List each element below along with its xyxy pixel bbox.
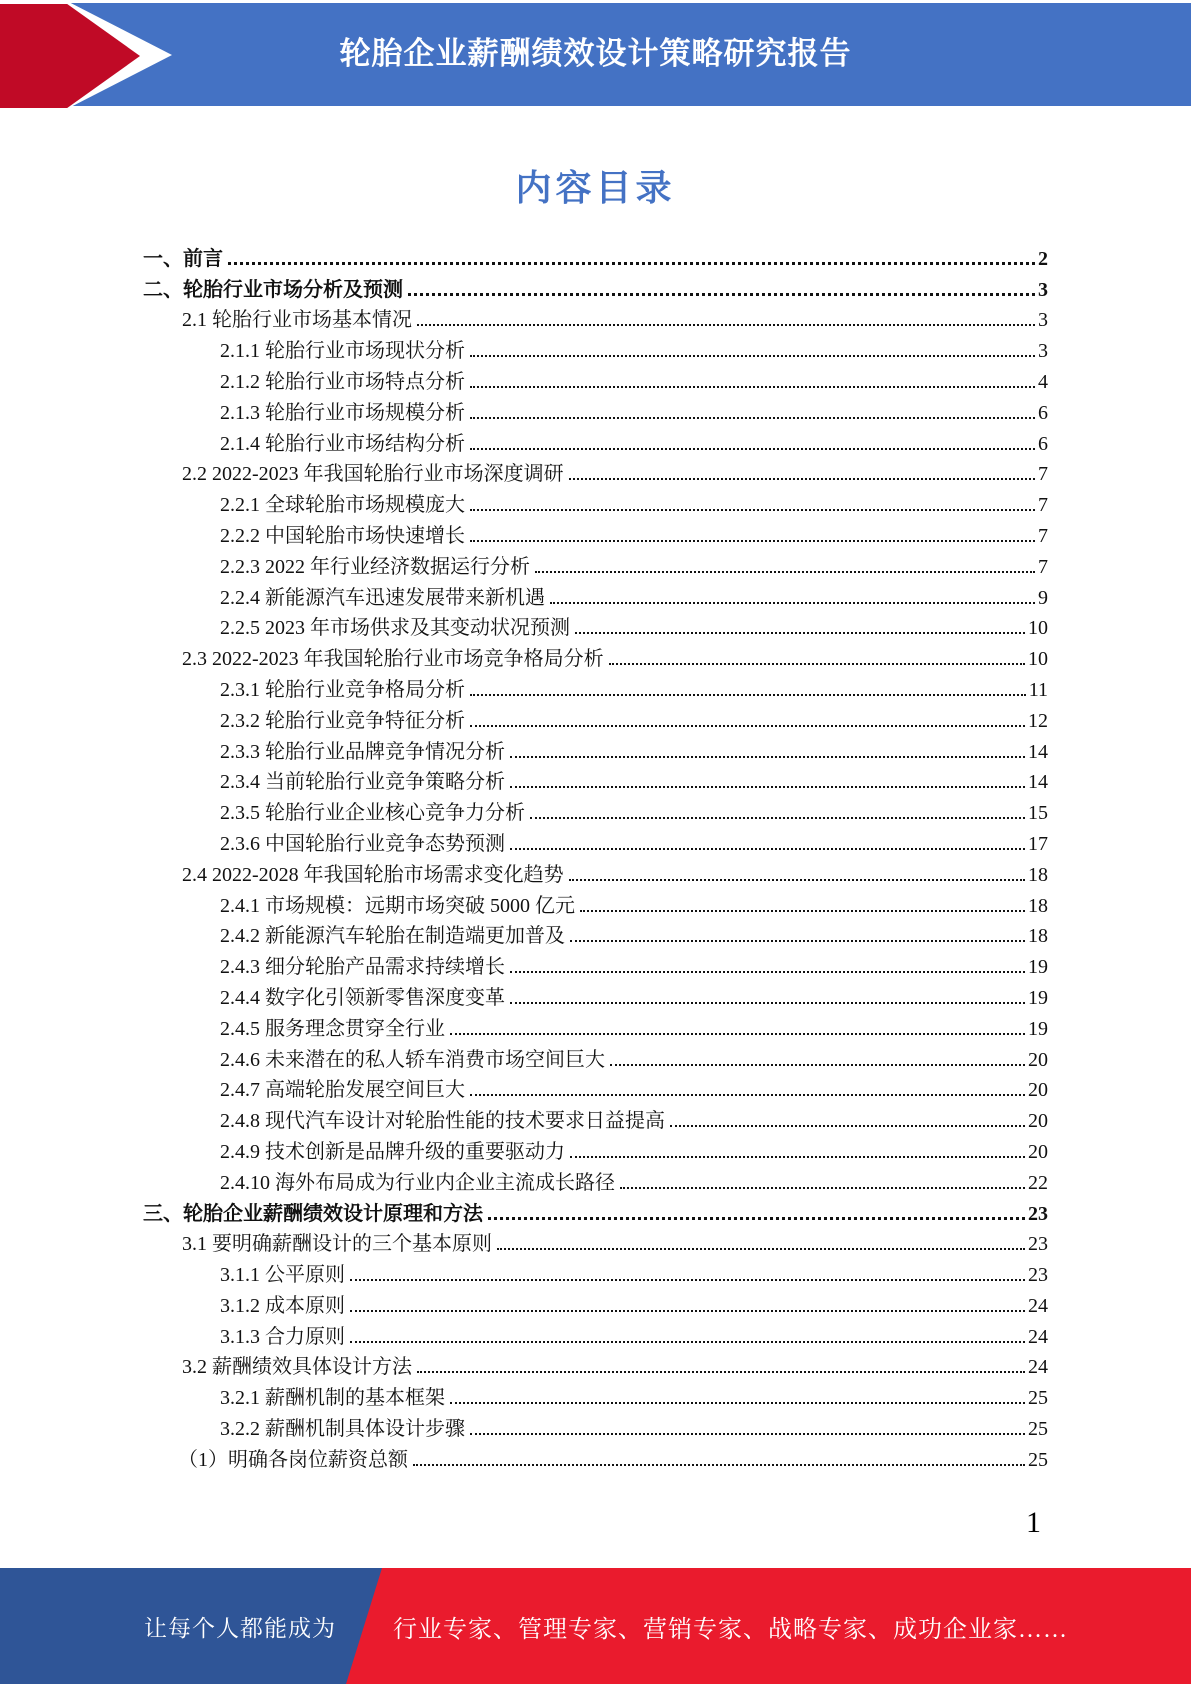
toc-leader-dots — [228, 262, 1035, 265]
toc-entry-label: 2.2.1 全球轮胎市场规模庞大 — [220, 494, 465, 517]
toc-entry-label: 2.2.2 中国轮胎市场快速增长 — [220, 524, 465, 547]
toc-entry-page: 17 — [1028, 832, 1048, 855]
toc-leader-dots — [470, 417, 1035, 419]
toc-leader-dots — [470, 1094, 1025, 1096]
toc-entry[interactable] — [143, 334, 1048, 365]
toc-entry-page: 10 — [1028, 648, 1048, 671]
toc-leader-dots — [470, 448, 1035, 450]
toc-entry-label: 2.1.3 轮胎行业市场规模分析 — [220, 401, 465, 424]
toc-entry[interactable] — [143, 1258, 1048, 1289]
toc-entry-page: 19 — [1028, 986, 1048, 1009]
toc-entry-page: 18 — [1028, 863, 1048, 886]
toc-entry-label: 2.3.6 中国轮胎行业竞争态势预测 — [220, 832, 505, 855]
toc-entry-page: 20 — [1028, 1079, 1048, 1102]
toc-entry[interactable] — [143, 858, 1048, 889]
toc-entry[interactable] — [143, 365, 1048, 396]
toc-entry[interactable] — [143, 1289, 1048, 1320]
toc-entry[interactable] — [143, 1228, 1048, 1259]
toc-entry-label: 三、轮胎企业薪酬绩效设计原理和方法 — [143, 1202, 483, 1225]
toc-entry[interactable] — [143, 889, 1048, 920]
toc-entry-label: 2.4.5 服务理念贯穿全行业 — [220, 1017, 445, 1040]
toc-leader-dots — [535, 571, 1035, 573]
toc-entry[interactable] — [143, 1135, 1048, 1166]
toc-entry[interactable] — [143, 396, 1048, 427]
toc-leader-dots — [408, 293, 1035, 296]
toc-entry-page: 3 — [1038, 309, 1048, 332]
toc-leader-dots — [470, 509, 1035, 511]
toc-entry-label: 2.3.4 当前轮胎行业竞争策略分析 — [220, 771, 505, 794]
toc-entry[interactable] — [143, 1381, 1048, 1412]
toc-entry-label: 2.4.7 高端轮胎发展空间巨大 — [220, 1079, 465, 1102]
toc-entry-label: 2.3.1 轮胎行业竞争格局分析 — [220, 678, 465, 701]
toc-entry[interactable] — [143, 581, 1048, 612]
toc-entry-label: 3.1.2 成本原则 — [220, 1294, 345, 1317]
toc-entry-page: 11 — [1028, 678, 1048, 701]
toc-title: 内容目录 — [515, 168, 676, 208]
toc-leader-dots — [497, 1248, 1025, 1250]
toc-leader-dots — [470, 386, 1035, 388]
toc-entry[interactable] — [143, 458, 1048, 489]
header-title: 轮胎企业薪酬绩效设计策略研究报告 — [339, 36, 852, 71]
toc-leader-dots — [417, 324, 1035, 326]
toc-entry-page: 23 — [1028, 1264, 1048, 1287]
toc-leader-dots — [510, 786, 1025, 788]
toc-entry[interactable] — [143, 950, 1048, 981]
toc-entry[interactable] — [143, 1320, 1048, 1351]
toc-leader-dots — [510, 971, 1025, 973]
toc-entry-label: 2.4.9 技术创新是品牌升级的重要驱动力 — [220, 1140, 565, 1163]
toc-entry-page: 2 — [1038, 247, 1048, 270]
toc-entry-label: 3.1.1 公平原则 — [220, 1264, 345, 1287]
toc-leader-dots — [350, 1341, 1025, 1343]
toc-entry[interactable] — [143, 488, 1048, 519]
toc-entry[interactable] — [143, 612, 1048, 643]
footer-right-text: 行业专家、管理专家、营销专家、战略专家、成功企业家…… — [393, 1616, 1068, 1643]
toc-entry[interactable] — [143, 427, 1048, 458]
toc-entry[interactable] — [143, 735, 1048, 766]
toc-leader-dots — [470, 355, 1035, 357]
toc-entry[interactable] — [143, 1074, 1048, 1105]
toc-entry[interactable] — [143, 1012, 1048, 1043]
toc-entry-page: 24 — [1028, 1325, 1048, 1348]
toc-entry-label: 3.1.3 合力原则 — [220, 1325, 345, 1348]
toc-entry-page: 23 — [1028, 1233, 1048, 1256]
toc-entry-page: 25 — [1028, 1448, 1048, 1471]
toc-entry[interactable] — [143, 1351, 1048, 1382]
toc-entry-page: 10 — [1028, 617, 1048, 640]
toc-entry[interactable] — [143, 242, 1048, 273]
toc-entry[interactable] — [143, 550, 1048, 581]
toc-entry-page: 20 — [1028, 1110, 1048, 1133]
toc-entry[interactable] — [143, 1043, 1048, 1074]
toc-entry-label: 2.4 2022-2028 年我国轮胎市场需求变化趋势 — [182, 863, 564, 886]
toc-leader-dots — [510, 1002, 1025, 1004]
toc-leader-dots — [570, 1156, 1025, 1158]
toc-entry-page: 23 — [1028, 1202, 1048, 1225]
toc-entry[interactable] — [143, 1443, 1048, 1474]
toc-leader-dots — [569, 478, 1035, 480]
toc-list — [143, 242, 1048, 1474]
toc-entry-page: 4 — [1038, 370, 1048, 393]
toc-leader-dots — [350, 1279, 1025, 1281]
toc-entry-label: 2.4.4 数字化引领新零售深度变革 — [220, 986, 505, 1009]
toc-entry-label: 2.3.2 轮胎行业竞争特征分析 — [220, 709, 465, 732]
toc-entry-label: 2.4.3 细分轮胎产品需求持续增长 — [220, 956, 505, 979]
toc-leader-dots — [550, 602, 1035, 604]
toc-entry-page: 24 — [1028, 1294, 1048, 1317]
toc-leader-dots — [417, 1371, 1025, 1373]
toc-entry-label: 2.3.3 轮胎行业品牌竞争情况分析 — [220, 740, 505, 763]
toc-entry-page: 14 — [1028, 771, 1048, 794]
toc-leader-dots — [413, 1464, 1025, 1466]
toc-entry[interactable] — [143, 827, 1048, 858]
toc-entry[interactable] — [143, 273, 1048, 304]
toc-leader-dots — [470, 694, 1026, 696]
toc-entry-page: 25 — [1028, 1387, 1048, 1410]
toc-entry-page: 7 — [1038, 494, 1048, 517]
toc-entry-label: （1）明确各岗位薪资总额 — [178, 1448, 408, 1471]
toc-entry-page: 24 — [1028, 1356, 1048, 1379]
toc-leader-dots — [350, 1310, 1025, 1312]
toc-entry-label: 2.2.3 2022 年行业经济数据运行分析 — [220, 555, 530, 578]
toc-entry[interactable] — [143, 1104, 1048, 1135]
toc-entry-label: 3.2 薪酬绩效具体设计方法 — [182, 1356, 412, 1379]
toc-entry-label: 2.3 2022-2023 年我国轮胎行业市场竞争格局分析 — [182, 648, 604, 671]
toc-entry-page: 25 — [1028, 1418, 1048, 1441]
toc-entry-label: 2.1 轮胎行业市场基本情况 — [182, 309, 412, 332]
toc-entry-page: 7 — [1038, 463, 1048, 486]
toc-entry-page: 12 — [1028, 709, 1048, 732]
toc-entry-label: 3.2.2 薪酬机制具体设计步骤 — [220, 1418, 465, 1441]
toc-entry[interactable] — [143, 1166, 1048, 1197]
toc-entry[interactable] — [143, 673, 1048, 704]
toc-entry-label: 2.2.4 新能源汽车迅速发展带来新机遇 — [220, 586, 545, 609]
toc-leader-dots — [470, 1433, 1025, 1435]
toc-entry-label: 3.1 要明确薪酬设计的三个基本原则 — [182, 1233, 492, 1256]
toc-entry-page: 18 — [1028, 894, 1048, 917]
toc-entry-label: 2.2 2022-2023 年我国轮胎行业市场深度调研 — [182, 463, 564, 486]
toc-leader-dots — [450, 1402, 1025, 1404]
toc-entry-page: 14 — [1028, 740, 1048, 763]
toc-entry-page: 3 — [1038, 278, 1048, 301]
toc-leader-dots — [470, 540, 1035, 542]
toc-entry-page: 6 — [1038, 401, 1048, 424]
toc-entry[interactable] — [143, 304, 1048, 335]
toc-entry-label: 2.4.2 新能源汽车轮胎在制造端更加普及 — [220, 925, 565, 948]
toc-leader-dots — [530, 817, 1025, 819]
toc-leader-dots — [610, 1064, 1025, 1066]
toc-leader-dots — [450, 1033, 1025, 1035]
toc-entry-page: 6 — [1038, 432, 1048, 455]
toc-entry[interactable] — [143, 1412, 1048, 1443]
toc-entry[interactable] — [143, 920, 1048, 951]
toc-entry[interactable] — [143, 1197, 1048, 1228]
toc-entry[interactable] — [143, 766, 1048, 797]
toc-entry-page: 19 — [1028, 1017, 1048, 1040]
toc-entry-page: 15 — [1028, 802, 1048, 825]
toc-entry[interactable] — [143, 519, 1048, 550]
toc-entry-page: 9 — [1038, 586, 1048, 609]
toc-leader-dots — [575, 632, 1025, 634]
toc-entry-label: 2.3.5 轮胎行业企业核心竞争力分析 — [220, 802, 525, 825]
footer-left-text: 让每个人都能成为 — [144, 1615, 336, 1641]
toc-leader-dots — [570, 940, 1025, 942]
toc-leader-dots — [510, 848, 1025, 850]
toc-entry-page: 7 — [1038, 524, 1048, 547]
toc-entry-label: 2.1.2 轮胎行业市场特点分析 — [220, 370, 465, 393]
toc-entry-label: 2.2.5 2023 年市场供求及其变动状况预测 — [220, 617, 570, 640]
toc-leader-dots — [488, 1217, 1025, 1220]
toc-entry[interactable] — [143, 981, 1048, 1012]
toc-entry-page: 18 — [1028, 925, 1048, 948]
toc-entry-page: 19 — [1028, 956, 1048, 979]
toc-entry-page: 7 — [1038, 555, 1048, 578]
toc-entry[interactable] — [143, 704, 1048, 735]
toc-entry[interactable] — [143, 642, 1048, 673]
toc-entry-label: 2.4.6 未来潜在的私人轿车消费市场空间巨大 — [220, 1048, 605, 1071]
toc-entry-page: 3 — [1038, 340, 1048, 363]
toc-entry[interactable] — [143, 796, 1048, 827]
toc-entry-page: 20 — [1028, 1048, 1048, 1071]
toc-entry-label: 一、前言 — [143, 247, 223, 270]
toc-leader-dots — [569, 879, 1025, 881]
page-number: 1 — [1026, 1506, 1041, 1539]
toc-entry-page: 20 — [1028, 1140, 1048, 1163]
toc-entry-label: 2.4.8 现代汽车设计对轮胎性能的技术要求日益提高 — [220, 1110, 665, 1133]
toc-entry-label: 2.1.1 轮胎行业市场现状分析 — [220, 340, 465, 363]
toc-leader-dots — [609, 663, 1025, 665]
toc-leader-dots — [580, 910, 1025, 912]
toc-entry-label: 二、轮胎行业市场分析及预测 — [143, 278, 403, 301]
toc-leader-dots — [670, 1125, 1025, 1127]
toc-entry-label: 2.4.10 海外布局成为行业内企业主流成长路径 — [220, 1171, 615, 1194]
toc-leader-dots — [510, 756, 1025, 758]
toc-entry-label: 3.2.1 薪酬机制的基本框架 — [220, 1387, 445, 1410]
toc-entry-label: 2.1.4 轮胎行业市场结构分析 — [220, 432, 465, 455]
header-banner — [0, 3, 1191, 106]
toc-leader-dots — [470, 725, 1025, 727]
footer-banner — [0, 1568, 1191, 1684]
toc-entry-page: 22 — [1028, 1171, 1048, 1194]
toc-entry-label: 2.4.1 市场规模：远期市场突破 5000 亿元 — [220, 894, 575, 917]
toc-leader-dots — [620, 1187, 1025, 1189]
